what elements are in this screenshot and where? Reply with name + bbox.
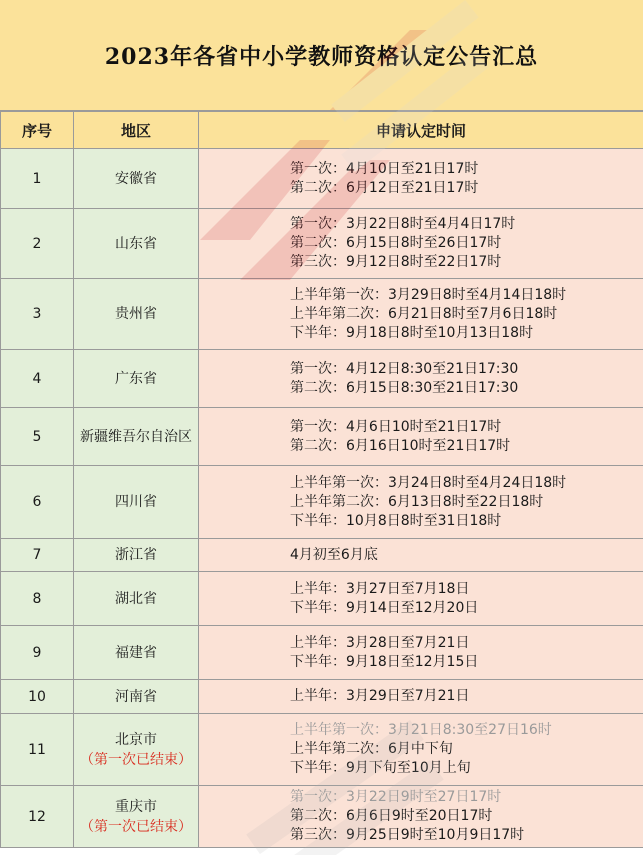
- table-body: [1, 149, 643, 848]
- region-name: 福建省: [74, 643, 198, 663]
- region-cell: [74, 149, 199, 209]
- table-row: [1, 350, 643, 408]
- region-name: 湖北省: [74, 589, 198, 609]
- time-line: 第二次：6月15日8:30至21日17:30: [290, 379, 643, 398]
- time-line: 下半年：9月14日至12月20日: [290, 599, 643, 618]
- time-line: 第一次：4月6日10时至21日17时: [290, 418, 643, 437]
- header-region: 地区: [74, 112, 199, 149]
- time-line: 上半年第一次：3月21日8:30至27日16时: [290, 721, 643, 740]
- table-row: [1, 680, 643, 714]
- time-line: 第一次：3月22日8时至4月4日17时: [290, 215, 643, 234]
- region-cell: [74, 350, 199, 408]
- table-row: [1, 786, 643, 848]
- time-line: 上半年：3月27日至7月18日: [290, 580, 643, 599]
- time-line: 下半年：9月18日8时至10月13日18时: [290, 324, 643, 343]
- table-row: [1, 149, 643, 209]
- time-cell: [199, 466, 643, 539]
- table-row: [1, 279, 643, 350]
- row-number: 3: [1, 279, 74, 350]
- region-name: 北京市: [74, 730, 198, 750]
- time-cell: [199, 680, 643, 714]
- row-number: 4: [1, 350, 74, 408]
- region-name: 安徽省: [74, 169, 198, 189]
- time-cell: [199, 209, 643, 279]
- region-status-note: （第一次已结束）: [74, 750, 198, 770]
- time-line: 第一次：4月10日至21日17时: [290, 160, 643, 179]
- announcement-table: [0, 111, 643, 848]
- time-line: 上半年第一次：3月29日8时至4月14日18时: [290, 286, 643, 305]
- time-cell: [199, 350, 643, 408]
- time-cell: [199, 714, 643, 786]
- time-line: 下半年：9月18日至12月15日: [290, 653, 643, 672]
- region-cell: [74, 626, 199, 680]
- row-number: 6: [1, 466, 74, 539]
- time-line: 上半年第二次：6月中下旬: [290, 740, 643, 759]
- page-title: 2023年各省中小学教师资格认定公告汇总: [105, 40, 538, 71]
- row-number: 10: [1, 680, 74, 714]
- time-line: 第三次：9月12日8时至22日17时: [290, 253, 643, 272]
- row-number: 1: [1, 149, 74, 209]
- header-no: 序号: [1, 112, 74, 149]
- time-line: 上半年第二次：6月21日8时至7月6日18时: [290, 305, 643, 324]
- region-cell: [74, 279, 199, 350]
- region-name: 河南省: [74, 687, 198, 707]
- time-cell: [199, 786, 643, 848]
- region-cell: [74, 408, 199, 466]
- table-header-row: [1, 112, 643, 149]
- time-line: 第二次：6月16日10时至21日17时: [290, 437, 643, 456]
- header-time: 申请认定时间: [199, 112, 643, 149]
- time-line: 4月初至6月底: [290, 546, 643, 565]
- region-name: 四川省: [74, 492, 198, 512]
- time-line: 上半年：3月28日至7月21日: [290, 634, 643, 653]
- time-line: 第三次：9月25日9时至10月9日17时: [290, 826, 643, 845]
- row-number: 2: [1, 209, 74, 279]
- row-number: 9: [1, 626, 74, 680]
- time-cell: [199, 279, 643, 350]
- table-row: [1, 539, 643, 572]
- time-line: 第二次：6月15日8时至26日17时: [290, 234, 643, 253]
- time-cell: [199, 626, 643, 680]
- row-number: 11: [1, 714, 74, 786]
- row-number: 5: [1, 408, 74, 466]
- time-line: 第一次：3月22日9时至27日17时: [290, 788, 643, 807]
- time-line: 下半年：10月8日8时至31日18时: [290, 512, 643, 531]
- title-bar: [0, 0, 643, 111]
- time-line: 第一次：4月12日8:30至21日17:30: [290, 360, 643, 379]
- region-cell: [74, 539, 199, 572]
- region-cell: [74, 466, 199, 539]
- time-cell: [199, 149, 643, 209]
- time-line: 上半年：3月29日至7月21日: [290, 687, 643, 706]
- table-row: [1, 408, 643, 466]
- region-name: 山东省: [74, 234, 198, 254]
- time-line: 下半年：9月下旬至10月上旬: [290, 759, 643, 778]
- time-line: 第二次：6月12日至21日17时: [290, 179, 643, 198]
- table-row: [1, 626, 643, 680]
- region-status-note: （第一次已结束）: [74, 817, 198, 837]
- row-number: 8: [1, 572, 74, 626]
- region-name: 重庆市: [74, 797, 198, 817]
- region-cell: [74, 786, 199, 848]
- table-row: [1, 714, 643, 786]
- region-cell: [74, 209, 199, 279]
- region-cell: [74, 572, 199, 626]
- time-line: 第二次：6月6日9时至20日17时: [290, 807, 643, 826]
- table-row: [1, 572, 643, 626]
- region-name: 浙江省: [74, 545, 198, 565]
- time-cell: [199, 539, 643, 572]
- region-name: 贵州省: [74, 304, 198, 324]
- row-number: 7: [1, 539, 74, 572]
- region-cell: [74, 680, 199, 714]
- region-name: 广东省: [74, 369, 198, 389]
- region-name: 新疆维吾尔自治区: [74, 427, 198, 447]
- time-line: 上半年第一次：3月24日8时至4月24日18时: [290, 474, 643, 493]
- table-row: [1, 209, 643, 279]
- time-cell: [199, 572, 643, 626]
- time-cell: [199, 408, 643, 466]
- time-line: 上半年第二次：6月13日8时至22日18时: [290, 493, 643, 512]
- table-row: [1, 466, 643, 539]
- row-number: 12: [1, 786, 74, 848]
- region-cell: [74, 714, 199, 786]
